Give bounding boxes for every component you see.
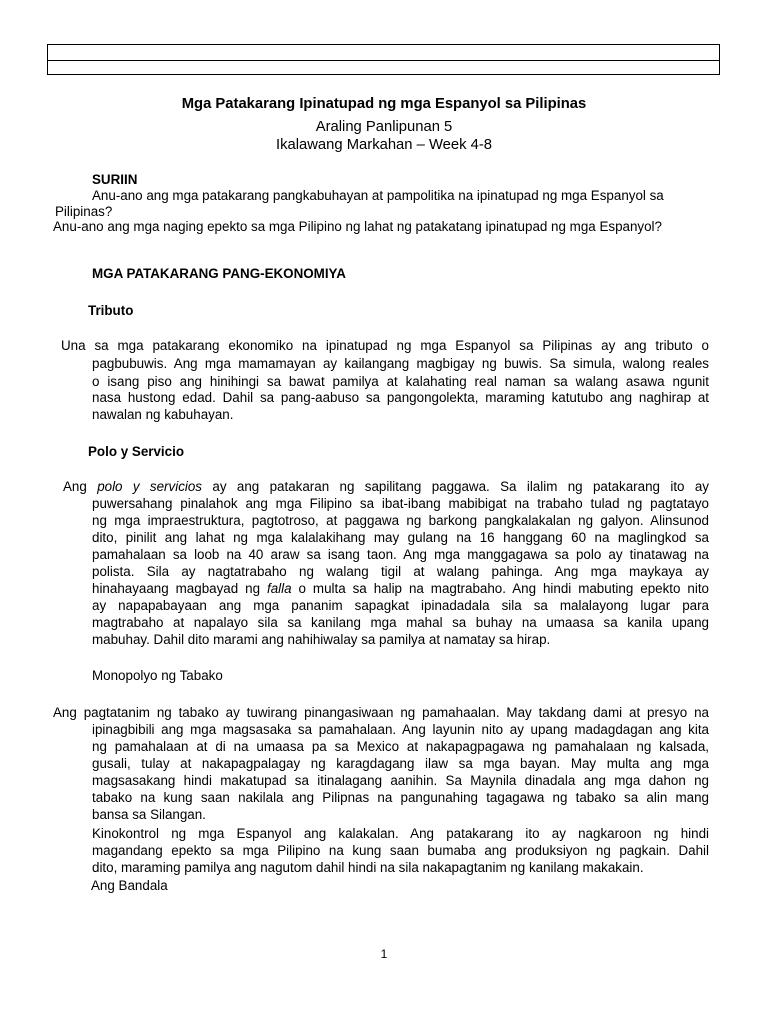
polo-line-5: pamahalaan sa loob na 40 araw sa isang taon. Ang mga manggagawa sa polo ay tinatawag na: [92, 547, 709, 562]
monopolyo-heading: Monopolyo ng Tabako: [92, 668, 223, 683]
monopolyo-line-7: bansa sa Silangan.: [92, 807, 206, 822]
section-heading: MGA PATAKARANG PANG-EKONOMIYA: [92, 266, 346, 281]
bandala-heading: Ang Bandala: [91, 878, 168, 893]
suriin-question-1: Anu-ano ang mga patakarang pangkabuhayan at pampolitika na ipinatupad ng mga Espanyol sa: [92, 188, 664, 203]
header-table: [47, 44, 720, 75]
tributo-heading: Tributo: [88, 303, 134, 318]
tributo-line-2: pagbubuwis. Ang mga mamamayan ay kailangang magbigay ng buwis. Sa simula, walong reales: [92, 356, 709, 371]
monopolyo-line-10: dito, maraming pamilya ang nagutom dahil hindi na sila nakapagtanim ng kanilang makakain.: [92, 860, 644, 875]
monopolyo-line-6: tabako na kung saan nakilala ang Pilipnas na pangunahing tagagawa ng tabako sa alin mang: [92, 790, 709, 805]
quarter-line: Ikalawang Markahan – Week 4-8: [275, 137, 493, 153]
tributo-line-4: nasa hustong edad. Dahil sa pang-aabuso sa pangongolekta, maraming katutubo ang naghirap at: [92, 390, 709, 405]
monopolyo-line-9: magandang epekto sa mga Pilipino na kung saan bumaba ang produksiyon ng pagkain. Dahil: [92, 843, 709, 858]
polo-line-8: ay napapabayaan ang mga pananim sapagkat ipinadadala sila sa malalayong lugar para: [92, 598, 709, 613]
subject-line: Araling Panlipunan 5: [315, 119, 453, 135]
monopolyo-line-4: gusali, tulay at nakapagpalagay ng karagdagang ilaw sa mga bayan. May multa ang mga: [92, 756, 709, 771]
document-title: Mga Patakarang Ipinatupad ng mga Espanyol sa Pilipinas: [181, 96, 587, 112]
header-table-divider: [48, 60, 719, 61]
suriin-question-2: Anu-ano ang mga naging epekto sa mga Pilipino ng lahat ng patakatang ipinatupad ng mga Espanyol?: [53, 219, 662, 234]
polo-line-4: dito, pinilit ang lahat ng mga kalalakihang may gulang na 16 hanggang 60 na maglingkod sa: [92, 530, 709, 545]
page-number: 1: [380, 947, 388, 961]
polo-line-3: ng mga impraestruktura, pagtotroso, at paggawa ng barkong pangkalakalan ng galyon. Alinsunod: [92, 513, 709, 528]
monopolyo-line-1: Ang pagtatanim ng tabako ay tuwirang pinangasiwaan ng pamahaalan. May takdang dami at presyo na: [53, 705, 709, 720]
monopolyo-line-5: magsasakang hindi makatupad sa itinalagang aanihin. Sa Maynila dinadala ang mga dahon ng: [92, 773, 709, 788]
polo-heading: Polo y Servicio: [88, 444, 185, 459]
monopolyo-line-3: ng pamahalaan at di na umaasa pa sa Mexico at nakapagpagawa ng pamahalaan ng kalsada,: [92, 739, 709, 754]
tributo-line-5: nawalan ng kabuhayan.: [92, 407, 234, 422]
polo-line-10: mabuhay. Dahil dito marami ang nahihiwalay sa pamilya at namatay sa hirap.: [92, 632, 551, 647]
tributo-line-1: Una sa mga patakarang ekonomiko na ipinatupad ng mga Espanyol sa Pilipinas ay ang tributo o: [61, 338, 709, 353]
tributo-line-3: o isang piso ang hinihingi sa bawat pamilya at kalahating real naman sa walang asawa ngunit: [92, 374, 709, 389]
monopolyo-line-2: ipinagbibili ang mga magsasaka sa pamahalaan. Ang layunin nito ay upang madagdagan ang kita: [92, 722, 709, 737]
monopolyo-line-8: Kinokontrol ng mga Espanyol ang kalakalan. Ang patakarang ito ay nagkaroon ng hindi: [92, 826, 709, 841]
suriin-question-1-cont: Pilipinas?: [55, 204, 113, 219]
polo-line-1: Ang polo y servicios ay ang patakaran ng sapilitang paggawa. Sa ilalim ng patakarang ito ay: [63, 479, 709, 494]
polo-line-9: magtrabaho at napalayo sila sa kanilang mga mahal sa buhay na umaasa sa kanila upang: [92, 615, 709, 630]
polo-line-2: puwersahang pinalahok ang mga Filipino sa ibat-ibang mabibigat na trabaho tulad ng pagtatayo: [92, 496, 709, 511]
polo-line-7: hinahayaang magbayad ng falla o multa sa halip na magtrabaho. Ang hindi mabuting epekto nito: [92, 581, 709, 596]
suriin-heading: SURIIN: [92, 172, 138, 187]
polo-line-6: polista. Sila ay nagtatrabaho ng walang tigil at walang pahinga. Ang mga maykaya ay: [92, 564, 709, 579]
